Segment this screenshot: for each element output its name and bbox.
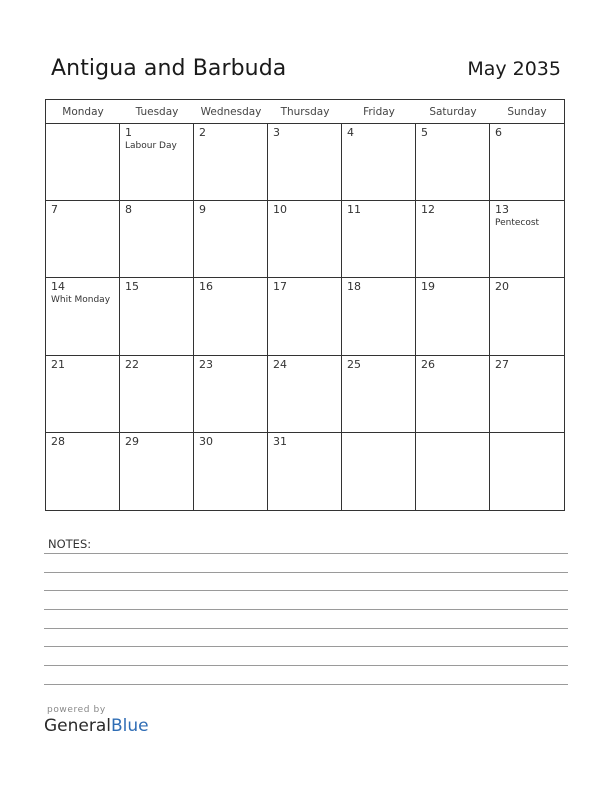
calendar-grid (45, 99, 565, 511)
weekday-header: Wednesday (194, 100, 268, 124)
day-cell (490, 124, 564, 201)
day-number: 1 (125, 126, 132, 139)
day-number: 18 (347, 280, 361, 294)
day-cell (46, 201, 120, 278)
day-cell (120, 278, 194, 355)
day-cell (194, 278, 268, 355)
notes-line (44, 628, 568, 629)
day-number: 23 (199, 357, 213, 371)
day-number: 22 (125, 357, 139, 371)
weekday-header: Thursday (268, 100, 342, 124)
weekday-header: Monday (46, 100, 120, 124)
notes-label: NOTES: (48, 537, 92, 551)
day-cell (268, 433, 342, 510)
day-number: 20 (495, 280, 509, 294)
day-number: 16 (199, 280, 213, 294)
day-number: 13 (495, 203, 509, 217)
day-number: 24 (273, 357, 287, 371)
day-number: 25 (347, 357, 361, 371)
day-number: 6 (495, 126, 502, 139)
day-cell (194, 356, 268, 433)
day-number: 28 (51, 434, 65, 448)
month-year-title: May 2035 (467, 58, 561, 80)
weekday-header: Tuesday (120, 100, 194, 124)
day-cell (490, 278, 564, 355)
day-cell (268, 124, 342, 201)
day-cell (490, 433, 564, 510)
weekday-header: Friday (342, 100, 416, 124)
day-cell (416, 278, 490, 355)
day-number: 2 (199, 126, 206, 139)
day-cell (342, 356, 416, 433)
day-cell (268, 356, 342, 433)
day-number: 4 (347, 126, 354, 139)
day-cell (46, 433, 120, 510)
day-number: 29 (125, 434, 139, 448)
day-number: 12 (421, 203, 435, 217)
day-cell (268, 201, 342, 278)
notes-line (44, 572, 568, 573)
notes-line (44, 609, 568, 610)
country-title: Antigua and Barbuda (51, 56, 287, 81)
day-cell (342, 201, 416, 278)
powered-by-label: powered by (47, 705, 106, 715)
day-cell (342, 278, 416, 355)
day-cell (46, 124, 120, 201)
day-number: 30 (199, 434, 213, 448)
holiday-label: Whit Monday (51, 295, 111, 306)
day-cell (490, 201, 564, 278)
brand-blue: Blue (111, 716, 149, 736)
generalblue-logo[interactable] (44, 716, 149, 736)
day-number: 15 (125, 280, 139, 294)
day-cell (268, 278, 342, 355)
day-cell (342, 433, 416, 510)
weekday-header: Sunday (490, 100, 564, 124)
day-number: 21 (51, 357, 65, 371)
day-cell (120, 124, 194, 201)
notes-line (44, 665, 568, 666)
notes-line (44, 646, 568, 647)
holiday-label: Pentecost (495, 218, 540, 229)
day-cell (490, 356, 564, 433)
notes-line (44, 590, 568, 591)
day-cell (120, 433, 194, 510)
day-number: 14 (51, 280, 65, 294)
day-number: 17 (273, 280, 287, 294)
notes-line (44, 553, 568, 554)
day-number: 8 (125, 203, 132, 217)
day-number: 31 (273, 434, 287, 448)
day-cell (416, 356, 490, 433)
day-cell (194, 201, 268, 278)
day-number: 19 (421, 280, 435, 294)
day-cell (342, 124, 416, 201)
day-number: 9 (199, 203, 206, 217)
day-cell (416, 124, 490, 201)
day-number: 5 (421, 126, 428, 139)
day-cell (46, 278, 120, 355)
day-number: 11 (347, 203, 361, 217)
day-cell (194, 433, 268, 510)
day-number: 3 (273, 126, 280, 139)
day-cell (120, 201, 194, 278)
day-cell (194, 124, 268, 201)
day-cell (416, 201, 490, 278)
day-number: 26 (421, 357, 435, 371)
day-cell (46, 356, 120, 433)
day-cell (120, 356, 194, 433)
day-number: 27 (495, 357, 509, 371)
day-number: 7 (51, 203, 58, 217)
notes-line (44, 684, 568, 685)
day-number: 10 (273, 203, 287, 217)
weekday-header: Saturday (416, 100, 490, 124)
brand-general: General (44, 716, 111, 736)
day-cell (416, 433, 490, 510)
holiday-label: Labour Day (125, 141, 177, 151)
